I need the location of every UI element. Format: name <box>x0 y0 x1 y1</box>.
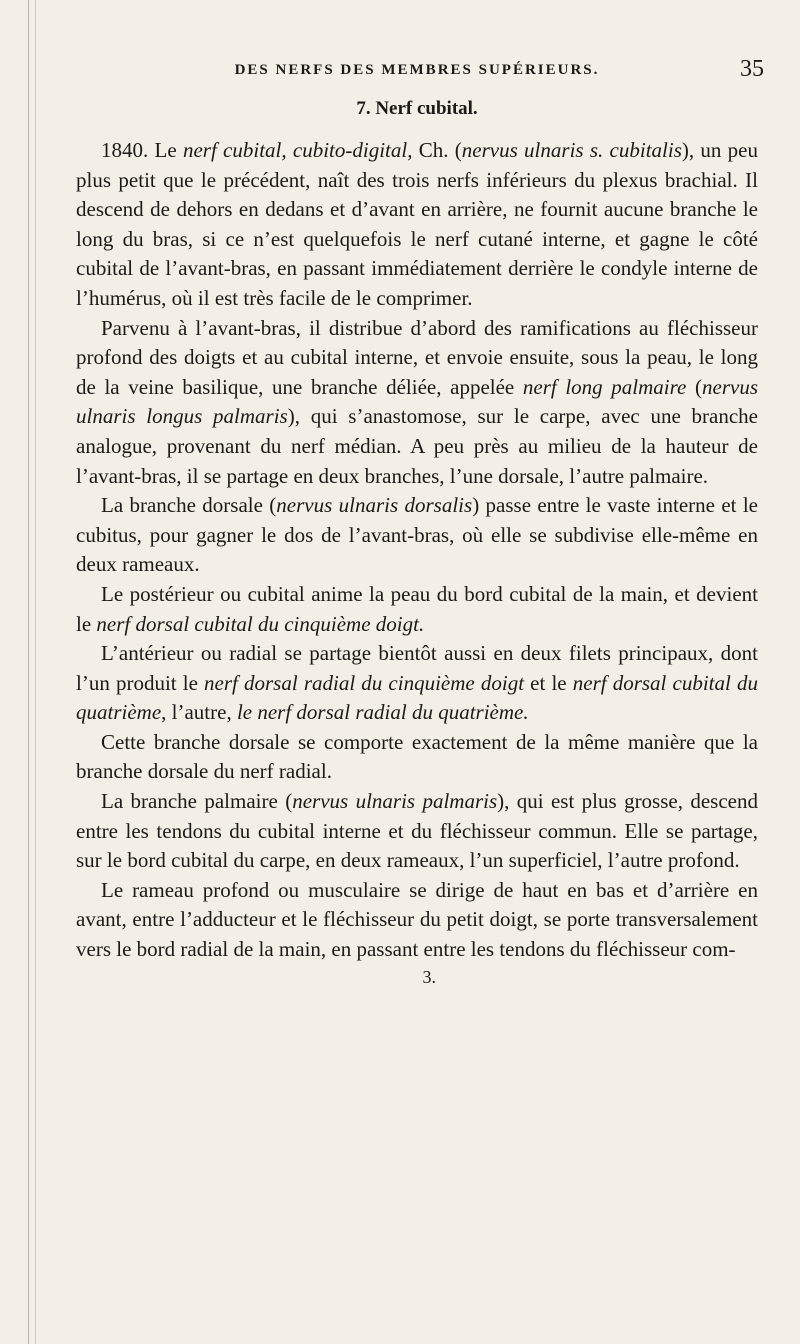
text-run: Ch. ( <box>412 138 462 162</box>
text-run: ( <box>686 374 702 399</box>
text-run: Cette branche dorsale se comporte exactement de la même manière que la branche dorsale du nerf radial. <box>76 729 758 784</box>
paragraph <box>76 728 758 787</box>
text-run: , l’autre, <box>161 700 237 725</box>
text-run: Le postérieur ou cubital anime la peau du bord cubital de la main, et devient le <box>76 581 758 636</box>
binding-line <box>28 0 29 1344</box>
text-run: ), qui est plus grosse, descend entre les tendons du cubital interne et du fléchisseur commun. Elle se partage, sur le bord cubital du carpe, en deux rameaux, l’un superficiel, l’autre profond. <box>76 789 758 873</box>
paragraph <box>76 787 758 876</box>
binding-line-inner <box>35 0 36 1344</box>
text-run: L’antérieur ou radial se partage bientôt aussi en deux filets principaux, dont l’un produit le <box>76 641 758 695</box>
text-run: et le <box>524 670 573 695</box>
text-run: 1840. Le <box>101 138 183 162</box>
text-run: ), un peu plus petit que le précédent, naît des trois nerfs inférieurs du plexus brachial. Il descend de dehors en dedans et d’avant en arrière, ne fournit aucune branche le long du bras, si ce n’est quelquefois le nerf cutané interne, et gagne le côté cubital de l’avant-bras, en passant immédiatement derrière le condyle interne de l’humérus, où il est très facile de le comprimer. <box>76 138 758 310</box>
book-page <box>76 56 764 988</box>
paragraph <box>76 876 758 965</box>
paragraph <box>76 639 758 728</box>
text-run: ) passe entre le vaste interne et le cubitus, pour gagner le dos de l’avant-bras, où elle se subdivise elle-même en deux rameaux. <box>76 493 758 577</box>
text-run: ), qui s’anastomose, sur le carpe, avec une branche analogue, provenant du nerf médian. A peu près au milieu de la hauteur de l’avant-bras, il se partage en deux branches, l’une dorsale, l’autre palmaire. <box>76 404 759 488</box>
text-run: La branche palmaire ( <box>101 789 293 814</box>
paragraph <box>76 491 758 580</box>
italic-term: nervus ulnaris dorsalis <box>276 493 473 518</box>
paragraph <box>76 314 758 492</box>
running-head-title: DES NERFS DES MEMBRES SUPÉRIEURS. <box>234 62 600 78</box>
italic-term: le nerf dorsal radial du quatrième. <box>236 700 529 725</box>
signature-mark: 3. <box>422 966 436 987</box>
text-run: Parvenu à l’avant-bras, il distribue d’abord des ramifications au fléchisseur profond des doigts et au cubital interne, et envoie ensuite, sous la peau, le long de la veine basilique, une branche déliée, appelée <box>76 315 758 399</box>
body-text <box>76 136 758 965</box>
italic-term: nervus ulnaris s. cubitalis <box>461 138 682 162</box>
italic-term: nerf dorsal cubital du quatrième <box>76 670 758 725</box>
text-run: Le rameau profond ou musculaire se dirige de haut en bas et d’arrière en avant, entre l’adducteur et le fléchisseur du petit doigt, se porte transversalement vers le bord radial de la main, en passant entre les tendons du fléchisseur com- <box>76 877 758 962</box>
italic-term: nervus ulnaris palmaris <box>292 789 498 814</box>
italic-term: nerf cubital, cubito-digital, <box>182 138 413 162</box>
page-number: 35 <box>740 56 764 82</box>
text-run: La branche dorsale ( <box>101 493 277 518</box>
paragraph <box>76 580 758 639</box>
running-head <box>76 56 764 90</box>
italic-term: nerf long palmaire <box>522 374 687 399</box>
italic-term: nerf dorsal radial du cinquième doigt <box>204 670 525 695</box>
paragraph <box>76 136 758 314</box>
italic-term: nerf dorsal cubital du cinquième doigt. <box>96 611 425 636</box>
italic-term: nervus ulnaris longus palmaris <box>76 374 758 429</box>
section-heading: 7. Nerf cubital. <box>356 98 478 119</box>
